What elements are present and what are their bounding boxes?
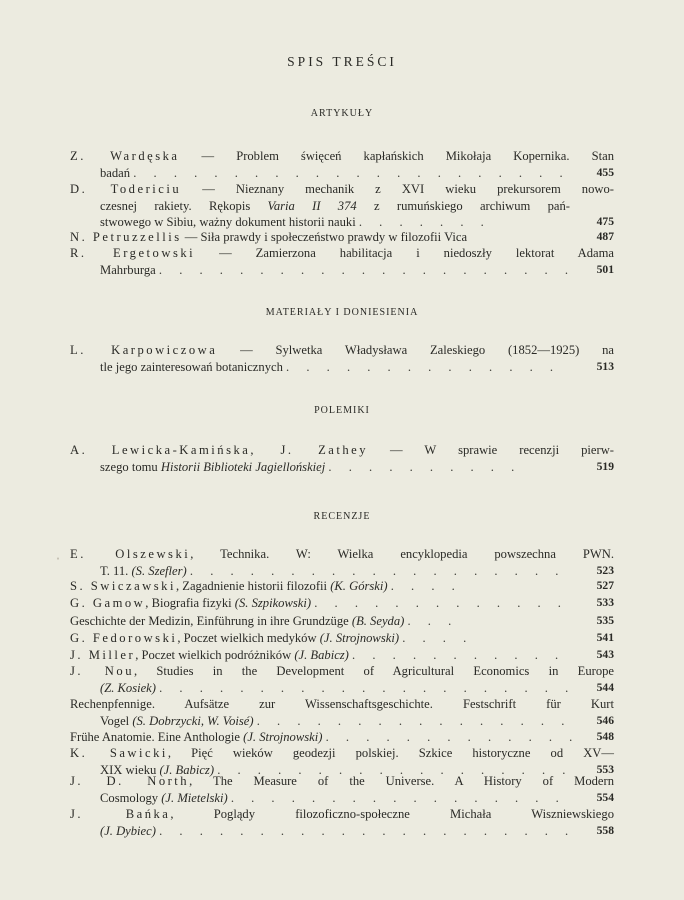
entry-page-number: 501	[596, 262, 614, 276]
entry-page-number: 455	[596, 165, 614, 179]
entry-page-number: 544	[596, 680, 614, 694]
toc-entry: J. D. North, The Measure of the Universe. A History of Modern Cosmology (J. Mietelski) . . . . . . . . . . . . . . . . . 554	[70, 774, 614, 805]
entry-title-cont: czesnej rakiety. Rękopis	[100, 198, 268, 213]
entry-title-italic: (J. Strojnowski)	[319, 631, 400, 645]
entry-title: , Studies in the Development of Agricultural Economics in Europe	[134, 664, 615, 678]
entry-title-italic: (S. Dobrzycki, W. Voisé)	[132, 713, 254, 728]
toc-entry: G. Gamow, Biografia fizyki (S. Szpikowski) . . . . . . . . . . . . . 533	[70, 596, 614, 610]
entry-title: — Sylwetka Władysława Zaleskiego (1852—1925) na	[217, 343, 615, 357]
toc-entry: Frühe Anatomie. Eine Anthologie (J. Strojnowski) . . . . . . . . . . . . . 548	[70, 730, 614, 744]
entry-title: , Zagadnienie historii filozofii	[175, 579, 331, 593]
entry-title: , Biografia fizyki	[145, 596, 235, 610]
toc-entry: A. Lewicka-Kamińska, J. Zathey — W sprawie recenzji pierw- szego tomu Historii Biblioteki Jagiellońskiej . . . . . . . . . . 519	[70, 443, 614, 474]
entry-author: K. Sawicki	[70, 746, 168, 760]
toc-entry: R. Ergetowski — Zamierzona habilitacja i niedoszły lektorat Adama Mahrburga . . . . . . . . . . . . . . . . . . . . . 501	[70, 246, 614, 277]
toc-entry: L. Karpowiczowa — Sylwetka Władysława Zaleskiego (1852—1925) na tle jego zainteresowań botanicznych . . . . . . . . . . . . . . 513	[70, 343, 615, 374]
entry-title-cont: stwowego w Sibiu, ważny dokument historii nauki	[100, 215, 356, 229]
entry-page-number: 533	[596, 596, 614, 609]
entry-page-number: 543	[596, 648, 614, 661]
entry-author: R. Ergetowski	[70, 246, 196, 260]
entry-page-number: 554	[596, 790, 614, 804]
entry-title: , Poczet wielkich medyków	[177, 631, 320, 645]
entry-page-number: 546	[596, 713, 614, 727]
entry-page-number: 541	[596, 631, 614, 644]
entry-title-italic: (S. Szefler)	[131, 563, 187, 578]
entry-author: D. Todericiu	[70, 182, 182, 196]
entry-page-number: 558	[596, 823, 614, 837]
entry-page-number: 475	[596, 215, 614, 228]
entry-title-cont: Vogel	[100, 713, 133, 728]
entry-title: — Nieznany mechanik z XVI wieku prekursorem nowo-	[181, 182, 614, 196]
entry-author: J. D. North	[70, 774, 190, 788]
entry-page-number: 487	[596, 230, 614, 243]
entry-author: G. Fedorowski	[70, 631, 178, 645]
section-heading-reviews: RECENZJE	[313, 511, 371, 522]
toc-entry	[70, 229, 614, 246]
entry-title: — W sprawie recenzji pierw-	[368, 443, 614, 457]
entry-title-italic: (Z. Kosiek)	[100, 680, 156, 695]
entry-title-cont: z rumuńskiego archiwum pań-	[356, 198, 570, 213]
section-heading-articles: ARTYKUŁY	[310, 108, 374, 119]
entry-title-italic: (J. Dybiec)	[100, 823, 156, 838]
entry-page-number: 513	[596, 359, 614, 373]
toc-entry: D. Todericiu — Nieznany mechanik z XVI wieku prekursorem nowo- czesnej rakiety. Rękopis Varia II 374 z rumuńskiego archiwum pań- stwowego w Sibiu, ważny dokument historii nauki . . . . . . . 475	[70, 182, 614, 229]
toc-entry: Geschichte der Medizin, Einführung in ihre Grundzüge (B. Seyda) . . . 535	[70, 614, 614, 628]
entry-title-cont: badań	[100, 165, 131, 180]
entry-title: , Poczet wielkich podróżników	[135, 648, 295, 662]
entry-page-number: 535	[596, 614, 614, 627]
section-heading-materials: MATERIAŁY I DONIESIENIA	[265, 307, 419, 318]
toc-entry: J. Bańka, Poglądy filozoficzno-społeczne Michała Wiszniewskiego (J. Dybiec) . . . . . . . . . . . . . . . . . . . . . 558	[70, 807, 614, 838]
entry-author: J. Nou	[70, 664, 134, 678]
entry-page-number: 553	[596, 762, 614, 776]
entry-title-italic: (J. Babicz)	[159, 762, 215, 777]
entry-title-cont: XIX wieku	[100, 762, 160, 777]
entry-title-italic: (S. Szpikowski)	[234, 596, 312, 610]
toc-entry: Rechenpfennige. Aufsätze zur Wissenschaftsgeschichte. Festschrift für Kurt Vogel (S. Dobrzycki, W. Voisé) . . . . . . . . . . . . . . . . 546	[70, 697, 614, 728]
entry-title-italic: (J. Strojnowski)	[243, 730, 323, 744]
entry-title: Geschichte der Medizin, Einführung in ihre Grundzüge	[70, 614, 352, 628]
toc-entry: G. Fedorowski, Poczet wielkich medyków (J. Strojnowski) . . . . 541	[70, 631, 614, 645]
entry-title-italic: (B. Seyda)	[351, 614, 405, 628]
entry-author: G. Gamow	[70, 596, 146, 610]
entry-author: S. Swiczawski	[70, 579, 176, 593]
section-heading-polemics: POLEMIKI	[314, 405, 370, 416]
entry-title: — Siła prawdy i społeczeństwo prawdy w filozofii Vica	[181, 230, 468, 244]
entry-page-number: 527	[596, 579, 614, 592]
entry-title-italic: Varia II 374	[267, 198, 357, 213]
entry-title: — Problem święceń kapłańskich Mikołaja Kopernika. Stan	[179, 149, 614, 163]
entry-title-cont: tle jego zainteresowań botanicznych	[100, 359, 283, 374]
entry-title-italic: Historii Biblioteki Jagiellońskiej	[160, 459, 326, 474]
entry-author: N. Petruzzellis	[70, 230, 182, 244]
toc-entry: E. Olszewski, Technika. W: Wielka encyklopedia powszechna PWN. T. 11. (S. Szefler) . . . . . . . . . . . . . . . . . . . 523	[70, 547, 614, 578]
entry-title-cont: T. 11.	[100, 563, 132, 578]
page-title: SPIS TREŚCI	[287, 54, 397, 69]
entry-title: Rechenpfennige. Aufsätze zur Wissenschaftsgeschichte. Festschrift für Kurt	[70, 697, 614, 711]
entry-page-number: 519	[596, 459, 614, 473]
entry-title: , The Measure of the Universe. A History of Modern	[189, 774, 614, 788]
entry-title-italic: (J. Babicz)	[294, 648, 349, 662]
toc-entry: Z. Wardęska — Problem święceń kapłańskich Mikołaja Kopernika. Stan badań . . . . . . . . . . . . . . . . . . . . . . 455	[70, 149, 614, 180]
entry-author: A. Lewicka-Kamińska, J. Zathey	[70, 443, 369, 457]
entry-title: , Poglądy filozoficzno-społeczne Michała Wiszniewskiego	[170, 807, 614, 821]
toc-entry: K. Sawicki, Pięć wieków geodezji polskiej. Szkice historyczne od XV— XIX wieku (J. Babicz) . . . . . . . . . . . . . . . . . . 553	[70, 746, 614, 777]
toc-entry: J. Nou, Studies in the Development of Agricultural Economics in Europe (Z. Kosiek) . . . . . . . . . . . . . . . . . . . . . 544	[70, 664, 615, 695]
entry-title-cont: Cosmology	[100, 790, 162, 805]
entry-author: E. Olszewski	[70, 547, 191, 561]
entry-author: J. Bańka	[70, 807, 171, 821]
entry-title: Frühe Anatomie. Eine Anthologie	[70, 730, 244, 744]
entry-title-cont: Mahrburga	[100, 262, 156, 277]
margin-pencil-mark: ˌ	[56, 546, 60, 560]
toc-entry: S. Swiczawski, Zagadnienie historii filozofii (K. Górski) . . . . 527	[70, 579, 614, 593]
entry-page-number: 523	[596, 563, 614, 577]
toc-entry: J. Miller, Poczet wielkich podróżników (J. Babicz) . . . . . . . . . . . 543	[70, 648, 614, 662]
entry-title: — Zamierzona habilitacja i niedoszły lektorat Adama	[195, 246, 614, 260]
entry-title-cont: szego tomu	[100, 459, 161, 474]
entry-title: , Pięć wieków geodezji polskiej. Szkice historyczne od XV—	[167, 746, 614, 760]
entry-title-italic: (K. Górski)	[330, 579, 388, 593]
entry-title: , Technika. W: Wielka encyklopedia powszechna PWN.	[190, 547, 614, 561]
entry-author: L. Karpowiczowa	[70, 343, 218, 357]
entry-page-number: 548	[596, 730, 614, 743]
entry-author: Z. Wardęska	[70, 149, 180, 163]
entry-title-italic: (J. Mietelski)	[161, 790, 228, 805]
entry-author: J. Miller	[70, 648, 136, 662]
